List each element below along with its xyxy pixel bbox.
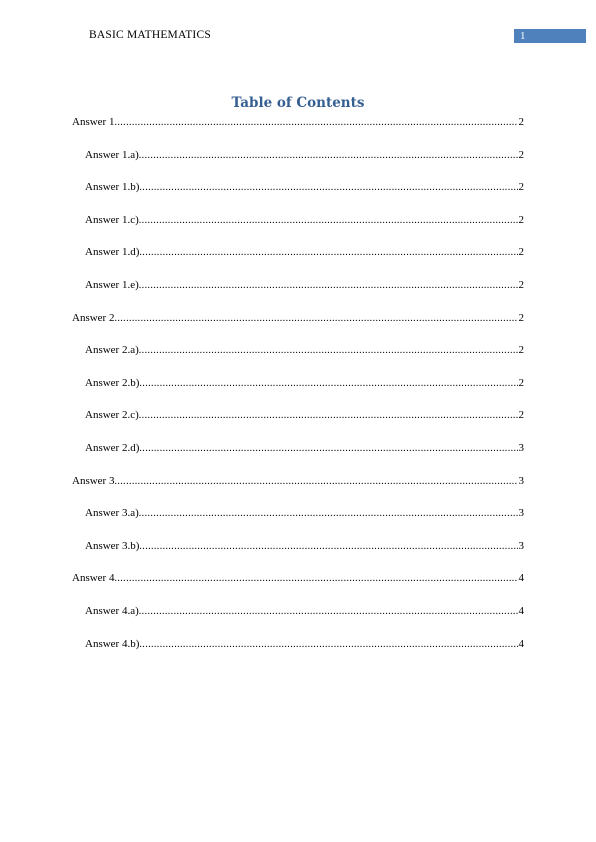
toc-entry-label: Answer 2.a) (85, 344, 139, 357)
toc-entry[interactable] (72, 310, 524, 326)
toc-dot-leader (114, 311, 517, 327)
toc-dot-leader (139, 245, 517, 261)
toc-entry-page: 4 (518, 572, 524, 585)
toc-entry-page: 4 (518, 637, 524, 650)
toc-entry-page: 2 (518, 246, 524, 259)
toc-dot-leader (114, 115, 517, 131)
toc-dot-leader (139, 408, 518, 424)
toc-entry[interactable] (72, 114, 524, 130)
page-number: 1 (520, 30, 526, 42)
toc-dot-leader (139, 213, 518, 229)
toc-dot-leader (139, 343, 518, 359)
toc-entry-label: Answer 1.a) (85, 148, 139, 161)
toc-dot-leader (114, 571, 517, 587)
page-number-badge (514, 29, 586, 43)
toc-entry-page: 2 (518, 344, 524, 357)
toc-entry[interactable] (72, 179, 524, 195)
toc-entry[interactable] (72, 375, 524, 391)
toc-entry-label: Answer 4.a) (85, 604, 139, 617)
toc-entry-page: 4 (518, 604, 524, 617)
toc-entry-page: 3 (518, 539, 524, 552)
toc-entry[interactable] (72, 407, 524, 423)
toc-dot-leader (139, 441, 517, 457)
toc-dot-leader (139, 376, 517, 392)
toc-entry-page: 2 (518, 148, 524, 161)
toc-dot-leader (139, 506, 518, 522)
toc-entry-page: 3 (518, 441, 524, 454)
toc-entry-page: 2 (518, 181, 524, 194)
toc-dot-leader (139, 180, 517, 196)
toc-entry[interactable] (72, 570, 524, 586)
running-header: BASIC MATHEMATICS (89, 29, 211, 41)
toc-dot-leader (139, 637, 517, 653)
toc-entry-label: Answer 1.e) (85, 278, 139, 291)
toc-dot-leader (114, 474, 517, 490)
toc-entry-label: Answer 3.a) (85, 507, 139, 520)
toc-entry[interactable] (72, 147, 524, 163)
toc-dot-leader (139, 148, 518, 164)
toc-entry-page: 2 (518, 116, 524, 128)
toc-entry-page: 3 (518, 474, 524, 487)
toc-entry[interactable] (72, 473, 524, 489)
toc-entry-label: Answer 1.d) (85, 246, 140, 259)
toc-entry-label: Answer 1 (72, 116, 115, 128)
toc-entry-label: Answer 1.c) (85, 213, 139, 226)
toc-entry[interactable] (72, 440, 524, 456)
toc-entry[interactable] (72, 212, 524, 228)
toc-dot-leader (139, 278, 518, 294)
toc-entry-page: 2 (518, 311, 524, 324)
toc-entry-page: 2 (518, 376, 524, 389)
toc-entry[interactable] (72, 277, 524, 293)
toc-entry-label: Answer 3 (72, 474, 115, 487)
toc-heading: Table of Contents (231, 95, 365, 111)
toc-dot-leader (139, 539, 517, 555)
toc-entry-page: 2 (518, 409, 524, 422)
toc-entry[interactable] (72, 342, 524, 358)
toc-entry[interactable] (72, 538, 524, 554)
toc-entry-page: 2 (518, 213, 524, 226)
toc-entry[interactable] (72, 505, 524, 521)
toc-entry[interactable] (72, 244, 524, 260)
toc-entry-page: 3 (518, 507, 524, 520)
toc-entry-label: Answer 2.d) (85, 441, 140, 454)
toc-entry-label: Answer 2 (72, 311, 115, 324)
toc-entry-label: Answer 1.b) (85, 181, 140, 194)
table-of-contents (72, 114, 524, 668)
toc-entry[interactable] (72, 636, 524, 652)
toc-entry[interactable] (72, 603, 524, 619)
toc-entry-label: Answer 2.b) (85, 376, 140, 389)
toc-entry-label: Answer 4.b) (85, 637, 140, 650)
toc-entry-page: 2 (518, 278, 524, 291)
toc-entry-label: Answer 3.b) (85, 539, 140, 552)
toc-entry-label: Answer 2.c) (85, 409, 139, 422)
toc-dot-leader (139, 604, 518, 620)
toc-entry-label: Answer 4 (72, 572, 115, 585)
